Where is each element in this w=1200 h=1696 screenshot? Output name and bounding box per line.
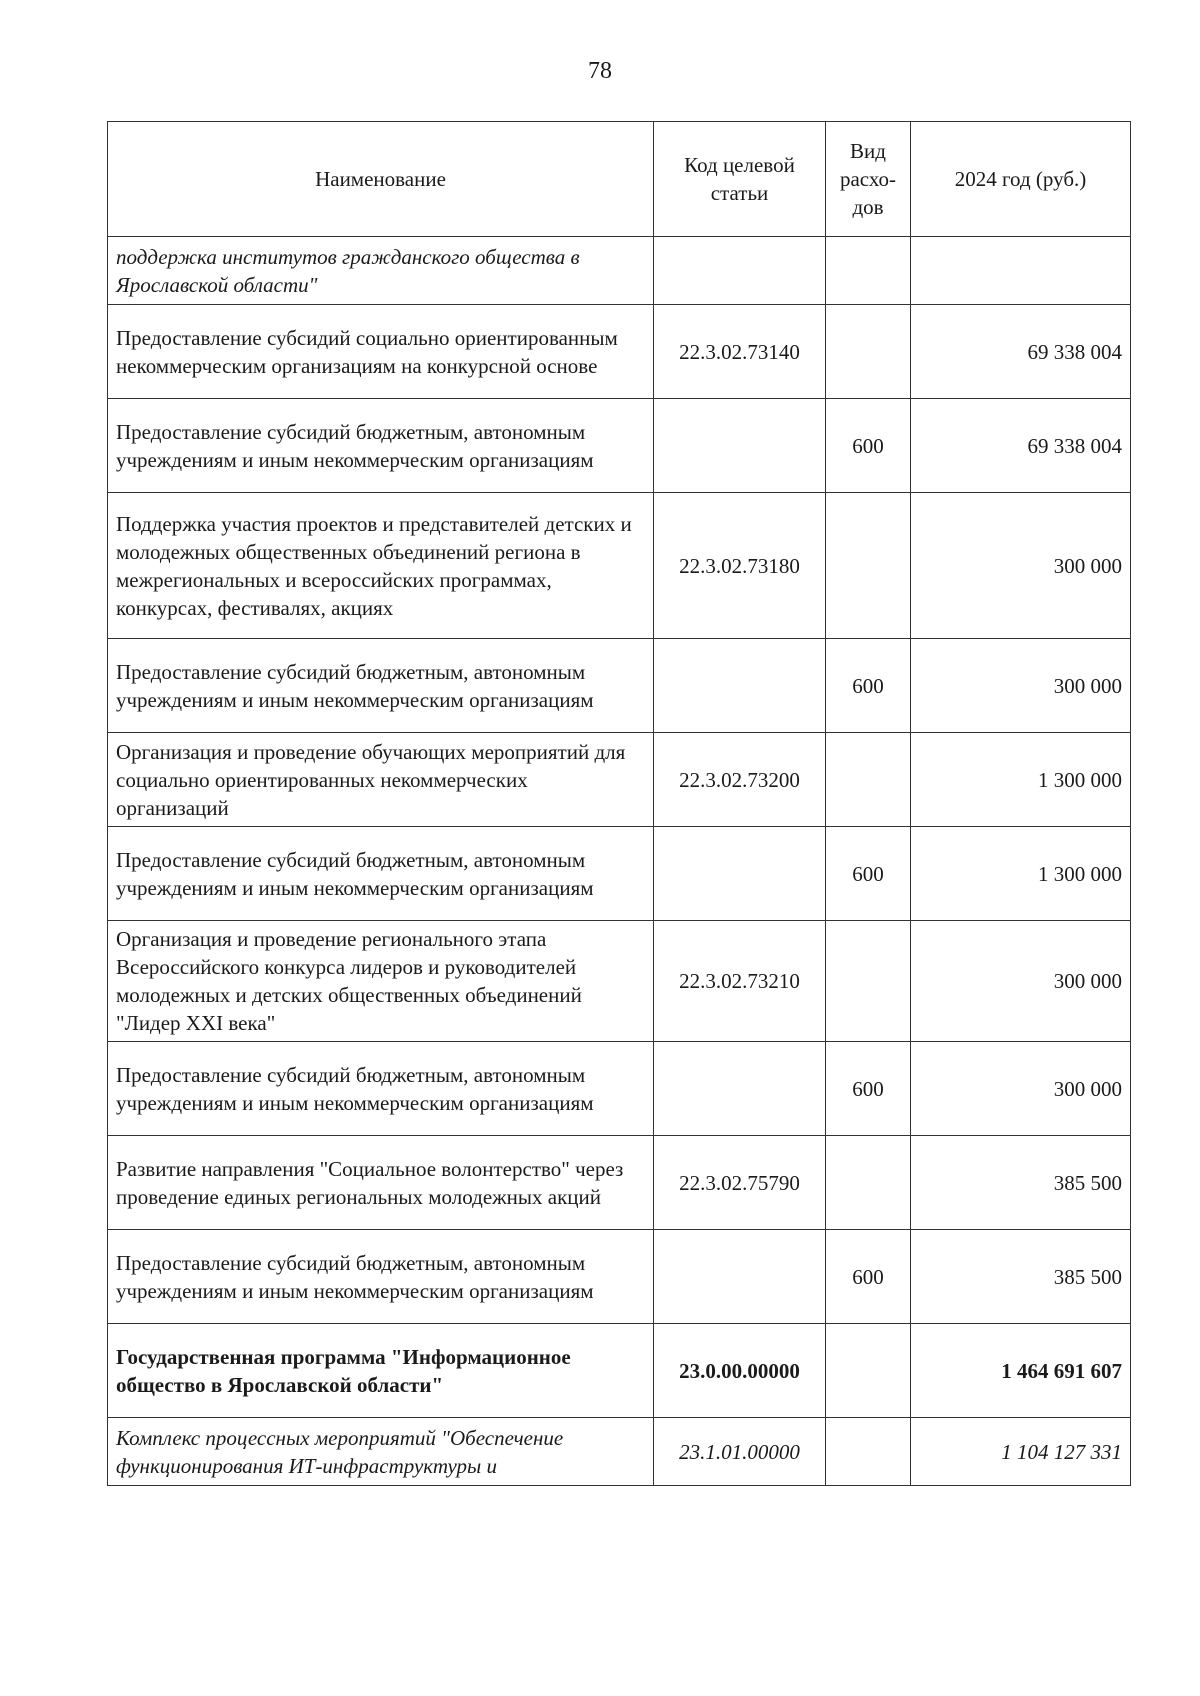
table-row [108,237,1131,305]
cell-name: Организация и проведение регионального этапа Всероссийского конкурса лидеров и руководителей молодежных и детских общественных объединений "Лидер XXI века" [108,921,654,1042]
header-name: Наименование [108,122,654,237]
table-header-row [108,122,1131,237]
cell-kind: 600 [826,827,911,921]
table-row [108,1230,1131,1324]
cell-amount: 385 500 [911,1136,1131,1230]
cell-code [654,237,826,305]
cell-name: Предоставление субсидий бюджетным, автономным учреждениям и иным некоммерческим организациям [108,1230,654,1324]
cell-code: 22.3.02.73140 [654,305,826,399]
cell-kind [826,921,911,1042]
table-row [108,1324,1131,1418]
cell-kind: 600 [826,639,911,733]
cell-code: 23.1.01.00000 [654,1418,826,1486]
cell-name: Предоставление субсидий социально ориентированным некоммерческим организациям на конкурсной основе [108,305,654,399]
cell-amount: 69 338 004 [911,305,1131,399]
cell-name: Предоставление субсидий бюджетным, автономным учреждениям и иным некоммерческим организациям [108,1042,654,1136]
cell-amount: 300 000 [911,639,1131,733]
cell-amount: 300 000 [911,1042,1131,1136]
cell-code: 22.3.02.75790 [654,1136,826,1230]
table-row [108,399,1131,493]
cell-name: Предоставление субсидий бюджетным, автономным учреждениям и иным некоммерческим организациям [108,827,654,921]
page-number: 78 [588,58,612,84]
cell-kind: 600 [826,399,911,493]
table-row [108,1418,1131,1486]
cell-kind [826,493,911,639]
table-row [108,493,1131,639]
cell-kind [826,733,911,827]
cell-name: Комплекс процессных мероприятий "Обеспечение функционирования ИТ-инфраструктуры и [108,1418,654,1486]
table-row [108,305,1131,399]
cell-amount: 1 300 000 [911,827,1131,921]
cell-kind [826,1418,911,1486]
header-code: Код целевой статьи [654,122,826,237]
cell-amount [911,237,1131,305]
cell-code: 22.3.02.73200 [654,733,826,827]
cell-kind [826,237,911,305]
cell-name: Развитие направления "Социальное волонтерство" через проведение единых региональных молодежных акций [108,1136,654,1230]
cell-code: 22.3.02.73210 [654,921,826,1042]
cell-kind: 600 [826,1042,911,1136]
header-kind: Вид расхо-дов [826,122,911,237]
cell-code [654,827,826,921]
cell-kind [826,1136,911,1230]
cell-code [654,399,826,493]
cell-amount: 1 464 691 607 [911,1324,1131,1418]
cell-amount: 300 000 [911,493,1131,639]
table-row [108,921,1131,1042]
cell-code [654,1230,826,1324]
cell-code: 22.3.02.73180 [654,493,826,639]
cell-amount: 1 300 000 [911,733,1131,827]
cell-kind [826,1324,911,1418]
cell-amount: 1 104 127 331 [911,1418,1131,1486]
cell-code [654,639,826,733]
cell-code: 23.0.00.00000 [654,1324,826,1418]
cell-name: Организация и проведение обучающих мероприятий для социально ориентированных некоммерческих организаций [108,733,654,827]
header-amount: 2024 год (руб.) [911,122,1131,237]
budget-table [107,121,1131,1486]
cell-kind [826,305,911,399]
cell-code [654,1042,826,1136]
cell-kind: 600 [826,1230,911,1324]
table-row [108,639,1131,733]
cell-name: Поддержка участия проектов и представителей детских и молодежных общественных объединений региона в межрегиональных и всероссийских программах, конкурсах, фестивалях, акциях [108,493,654,639]
cell-amount: 385 500 [911,1230,1131,1324]
table-row [108,1042,1131,1136]
cell-name: поддержка институтов гражданского общества в Ярославской области" [108,237,654,305]
cell-amount: 69 338 004 [911,399,1131,493]
table-row [108,827,1131,921]
cell-name: Государственная программа "Информационное общество в Ярославской области" [108,1324,654,1418]
cell-name: Предоставление субсидий бюджетным, автономным учреждениям и иным некоммерческим организациям [108,639,654,733]
cell-amount: 300 000 [911,921,1131,1042]
table-row [108,733,1131,827]
table-row [108,1136,1131,1230]
cell-name: Предоставление субсидий бюджетным, автономным учреждениям и иным некоммерческим организациям [108,399,654,493]
